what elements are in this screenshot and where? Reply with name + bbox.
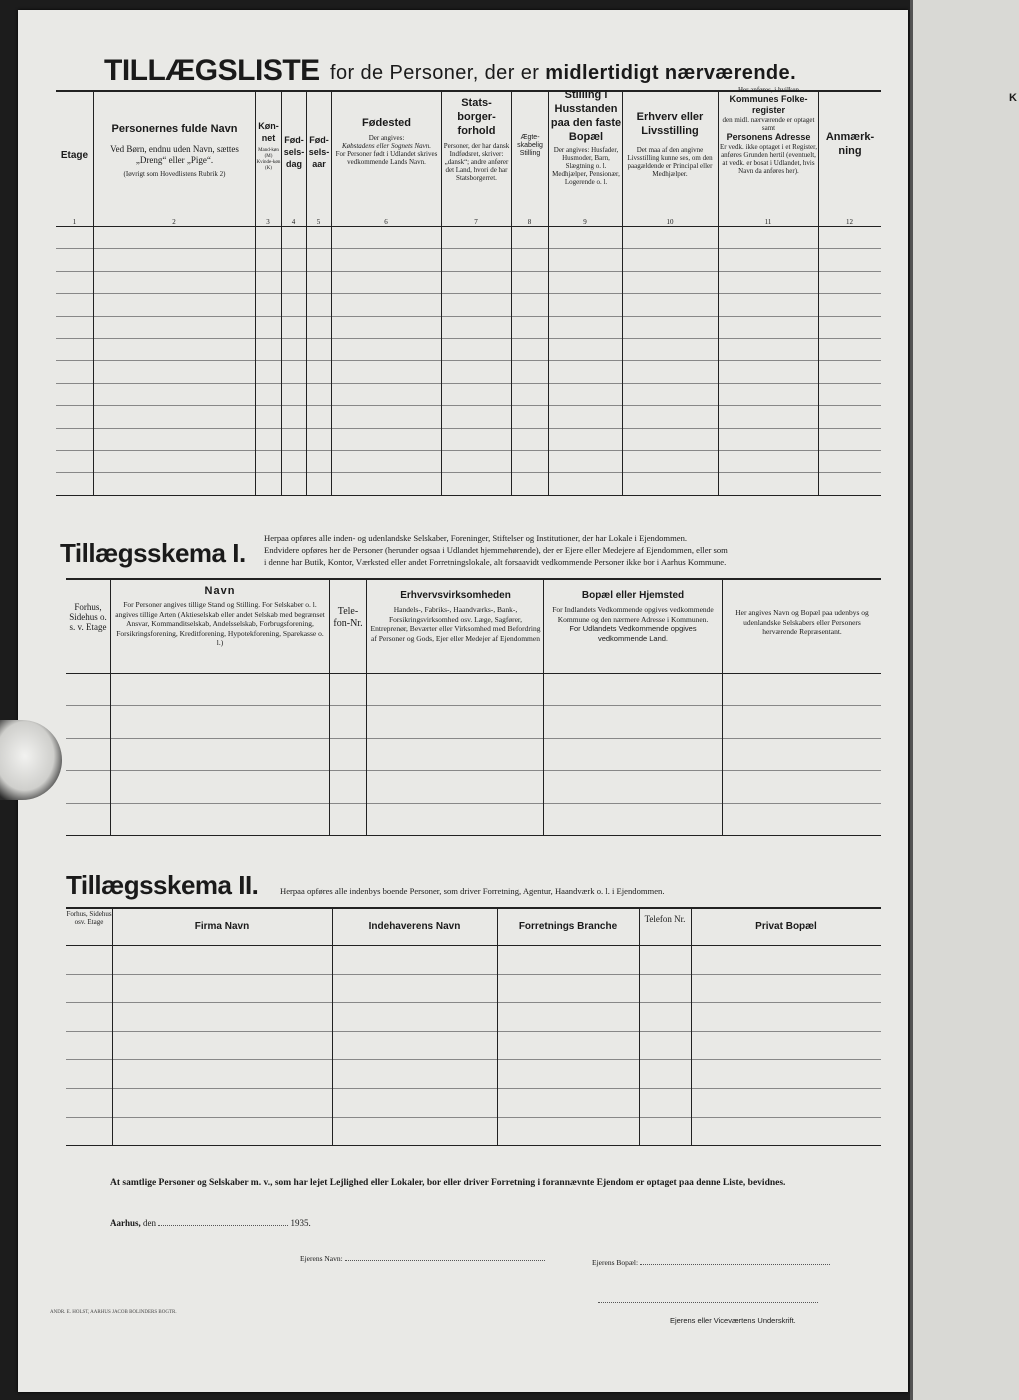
s1-header-business [370,590,541,643]
s2-private-address-title: Privat Bopæl [755,921,817,932]
form-subtitle-text: for de Personer, der er [330,62,540,84]
row-rule [66,1031,881,1032]
schema2-description: Herpaa opføres alle indenbys boende Personer, som driver Forretning, Agentur, Haandværk o. l. i Ejendommen. [280,886,665,896]
t1-name-note2: (Iøvrigt som Hovedlistens Rubrik 2) [123,170,226,178]
table1-col-divider [93,90,94,495]
t1-gender-note: Mand-køn (M) Kvinde-køn (K) [256,148,281,171]
t1-name-title: Personernes fulde Navn [111,123,238,135]
s1-business-note: Handels-, Fabriks-, Haandværks-, Bank-, Forsikringsvirksomhed osv. Læge, Sagfører, Entreprenør, Beværter eller Virksomhed med Befordring af Personer og Gods, Ejer eller Medejer af Ejendommen [370,605,541,643]
s2-header-firm [114,921,330,933]
table1-col-divider [441,90,442,495]
table1-bottom-rule [56,495,881,496]
schema2-col-divider [497,907,498,1145]
s2-header-owner [334,921,495,933]
row-rule [56,428,881,429]
schema1-bottom-rule [66,835,881,836]
row-rule [66,770,881,771]
adjacent-page-fragment: K [1009,92,1017,104]
t1-household-note: Der angives: Husfader, Husmoder, Barn, Slægtning o. l. Medhjælper, Pensionær, Logerende o. l. [552,146,620,186]
s2-firm-title: Firma Navn [194,921,250,932]
row-rule [56,472,881,473]
row-rule [56,450,881,451]
row-rule [66,738,881,739]
row-rule [56,383,881,384]
schema2-header-rule [66,945,881,946]
s2-header-branch [499,921,637,933]
table1-col-divider [331,90,332,495]
date-line [110,1218,311,1228]
t1-birthday-title: Fød-sels-dag [283,135,305,169]
owner-name-line [300,1254,545,1263]
row-rule [66,705,881,706]
t1-colnum: 4 [291,218,296,226]
t1-header-gender [256,120,281,172]
owner-address-line [592,1258,830,1267]
place: Aarhus, [110,1218,141,1228]
row-rule [56,405,881,406]
signature-field[interactable] [598,1302,818,1303]
schema2-col-divider [639,907,640,1145]
t1-header-birthday [282,134,306,170]
t1-birthplace-note1: Der angives: [368,134,405,142]
schema2-top-rule [66,907,881,909]
printer-imprint: ANDR. E. HOLST, AARHUS JACOB BOLINDERS BOGTR. [50,1310,177,1315]
attestation-text: At samtlige Personer og Selskaber m. v., som har lejet Lejlighed eller Lokaler, bor eller driver Forretning i forannævnte Ejendom er optaget paa denne Liste, bevidnes. [110,1178,786,1188]
schema1-col-divider [722,578,723,835]
t1-colnum: 2 [172,218,176,226]
s1-residence-note2: For Udlandets Vedkommende opgives vedkommende Land. [569,624,697,643]
den-label: den [143,1218,157,1228]
s1-representative-note: Her angives Navn og Bopæl paa udenbys og udenlandske Selskabers eller Personers herværende Repræsentant. [735,608,869,636]
owner-address-label: Ejerens Bopæl: [592,1258,639,1267]
s2-owner-title: Indehaverens Navn [368,921,461,932]
t1-marital-title: Ægte-skabelig Stilling [517,134,543,157]
t1-colnum: 9 [583,218,587,226]
t1-colnum: 3 [266,218,270,226]
table1-col-divider [718,90,719,495]
t1-header-household [550,88,622,186]
row-rule [66,1088,881,1089]
s1-header-name [114,584,326,648]
t1-birthplace-note3: For Personer født i Udlandet skrives vedkommende Lands Navn. [335,150,438,166]
s2-branch-title: Forretnings Branche [518,921,618,932]
s1-residence-note1: For Indlandets Vedkommende opgives vedkommende Kommune og den nærmere Adresse i Kommunen. [552,605,714,624]
row-rule [56,360,881,361]
t1-gender-title: Køn-net [258,121,279,143]
t1-header-remarks [820,130,880,158]
t1-register-mid: den midl. nærværende er optaget samt [722,116,815,132]
owner-name-field[interactable] [345,1260,545,1261]
table1-col-divider [622,90,623,495]
schema1-title: Tillægsskema I. [60,538,246,568]
t1-occupation-note: Det maa af den angivne Livsstilling kunne ses, om den paagældende er Principal eller Medhjælper. [627,146,713,178]
table1-col-divider [818,90,819,495]
row-rule [66,1002,881,1003]
row-rule [56,316,881,317]
s2-header-private-address [693,921,879,933]
schema2-col-divider [332,907,333,1145]
owner-address-field[interactable] [640,1264,830,1265]
form-subtitle-bold: midlertidigt nærværende. [545,62,797,84]
t1-colnum: 6 [384,218,388,226]
row-rule [66,803,881,804]
t1-header-birthyear [307,134,331,170]
row-rule [66,974,881,975]
t1-register-address: Personens Adresse [726,132,811,142]
t1-colnum: 12 [846,218,853,226]
schema1-desc-line: Herpaa opføres alle inden- og udenlandske Selskaber, Foreninger, Stiftelser og Institutioner, der har Lokale i Ejendommen. [264,533,688,543]
schema1-desc-line: Endvidere opføres her de Personer (herunder ogsaa i Udlandet hjemmehørende), der er Ejere eller Medejere af Ejendommen, eller som [264,545,728,555]
s1-name-title: Navn [204,585,236,597]
s1-residence-title: Bopæl eller Hjemsted [581,590,685,601]
t1-colnum: 10 [666,218,674,226]
t1-colnum: 11 [764,218,772,226]
schema1-header-rule [66,673,881,674]
schema2-title: Tillægsskema II. [66,870,259,900]
t1-colnum: 7 [474,218,478,226]
date-field[interactable] [158,1225,288,1226]
schema1-col-divider [110,578,111,835]
table1-header-rule [56,226,881,227]
t1-colnum: 1 [72,218,77,226]
t1-header-citizenship [443,96,510,182]
t1-header-register [720,86,817,175]
row-rule [66,1117,881,1118]
s1-header-phone: Tele-fon-Nr. [333,606,363,629]
t1-citizenship-note: Personer, der har dansk Indfødsret, skriver: „dansk“; andre anfører det Land, hvori de har Statsborgerret. [443,142,510,182]
year: 1935. [290,1218,311,1228]
t1-register-title: Kommunes Folke-register [729,94,808,115]
t1-colnum: 5 [316,218,321,226]
schema1-description [264,532,884,568]
signature-label: Ejerens eller Viceværtens Underskrift. [670,1316,796,1325]
s1-header-residence [546,590,720,643]
row-rule [66,1059,881,1060]
table1-col-divider [548,90,549,495]
t1-birthyear-title: Fød-sels-aar [308,135,330,169]
s1-header-etage: Forhus, Sidehus o. s. v. Etage [69,602,107,632]
t1-register-note: Er vedk. ikke optaget i et Register, anføres Grunden hertil (eventuelt, at vedk. er bosat i Udlandet, hvis Navn da anføres her). [720,143,817,175]
t1-header-etage [56,150,93,162]
t1-remarks-title: Anmærk-ning [825,131,875,157]
t1-header-name [96,122,253,178]
row-rule [56,338,881,339]
t1-header-occupation [624,110,716,178]
t1-register-pre: Her anføres, i hvilken [737,86,800,94]
t1-header-birthplace [334,116,439,166]
s1-header-representative [726,608,878,637]
row-rule [56,271,881,272]
t1-citizenship-title: Stats-borger-forhold [457,97,496,137]
t1-name-note: Ved Børn, endnu uden Navn, sættes „Dreng“ eller „Pige“. [110,144,239,165]
t1-header-marital [512,134,548,158]
t1-occupation-title: Erhverv eller Livsstilling [636,111,704,137]
schema2-col-divider [112,907,113,1145]
s1-business-title: Erhvervsvirksomheden [400,590,511,601]
attestation-statement [110,1178,890,1188]
s1-name-note: For Personer angives tillige Stand og Stilling. For Selskaber o. l. angives tillige Arten (Aktieselskab eller andet Selskab med begrænset Ansvar, Kommanditselskab, Andelsselskab, Forbrugsforening, Forsikringsforening, Kreditforening, Hypotekforening, Sparekasse o. l.) [115,600,325,647]
owner-name-label: Ejerens Navn: [300,1254,343,1263]
form-title: TILLÆGSLISTE [104,54,320,87]
t1-birthplace-note2: Købstadens eller Sognets Navn. [341,142,432,150]
s2-header-phone: Telefon Nr. [644,914,686,924]
schema1-desc-line: i denne har Butik, Kontor, Værksted eller andet Forretningslokale, alt forsaavidt vedkommende Personer ikke bor i Aarhus Kommune. [264,557,727,567]
t1-birthplace-title: Fødested [362,117,411,129]
t1-household-title: Stilling i Husstanden paa den faste Bopæl [550,89,622,143]
schema1-top-rule [66,578,881,580]
form-subtitle [330,62,796,85]
schema1-col-divider [543,578,544,835]
form-sheet [18,10,908,1392]
schema2-bottom-rule [66,1145,881,1146]
t1-colnum: 8 [527,218,532,226]
adjacent-page [910,0,1019,1400]
row-rule [56,293,881,294]
row-rule [56,248,881,249]
schema1-col-divider [366,578,367,835]
schema2-col-divider [691,907,692,1145]
t1-etage-title: Etage [60,150,89,161]
s2-header-etage: Forhus, Sidehus osv. Etage [66,910,112,926]
